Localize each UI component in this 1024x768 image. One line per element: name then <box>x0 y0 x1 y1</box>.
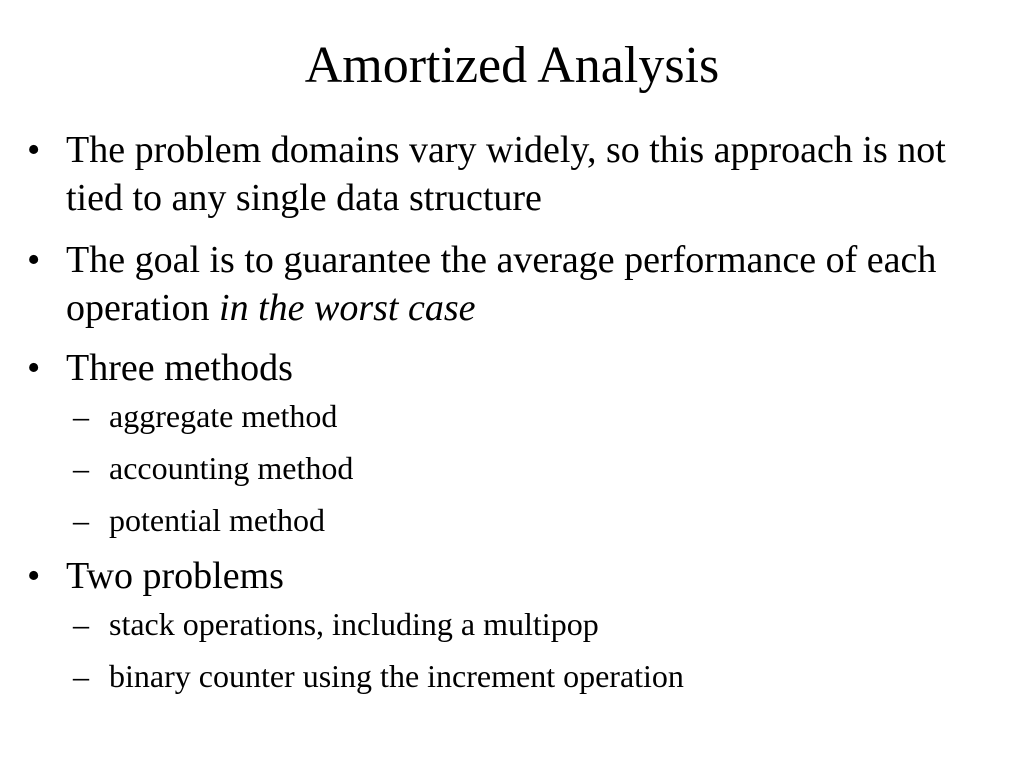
sub-text: binary counter using the increment operation <box>109 658 684 694</box>
sub-marker: – <box>73 658 89 694</box>
sub-marker: – <box>73 502 89 538</box>
bullet-text: Two problems <box>66 555 284 597</box>
bullet-list <box>0 126 1010 708</box>
sub-item <box>64 604 1010 644</box>
bullet-marker: • <box>27 129 41 171</box>
bullet-item <box>0 126 1010 222</box>
sub-item <box>64 500 1010 540</box>
sub-text: aggregate method <box>109 398 338 434</box>
bullet-marker: • <box>27 239 41 281</box>
sub-text: accounting method <box>109 450 354 486</box>
bullet-item <box>0 344 1010 540</box>
sub-list <box>66 604 1010 696</box>
sub-marker: – <box>73 398 89 434</box>
sub-marker: – <box>73 450 89 486</box>
sub-list <box>66 396 1010 540</box>
sub-item <box>64 396 1010 436</box>
sub-text: stack operations, including a multipop <box>109 606 599 642</box>
bullet-text: The goal is to guarantee the average performance of each operation <box>66 239 937 329</box>
bullet-text: The problem domains vary widely, so this approach is not tied to any single data structure <box>66 129 946 219</box>
sub-item <box>64 448 1010 488</box>
sub-marker: – <box>73 606 89 642</box>
bullet-emphasis: in the worst case <box>219 287 476 329</box>
sub-text: potential method <box>109 502 325 538</box>
sub-item <box>64 656 1010 696</box>
bullet-item <box>0 552 1010 696</box>
bullet-marker: • <box>27 555 41 597</box>
bullet-marker: • <box>27 347 41 389</box>
slide-title: Amortized Analysis <box>304 37 720 94</box>
bullet-item <box>0 236 1010 332</box>
bullet-text: Three methods <box>66 347 293 389</box>
